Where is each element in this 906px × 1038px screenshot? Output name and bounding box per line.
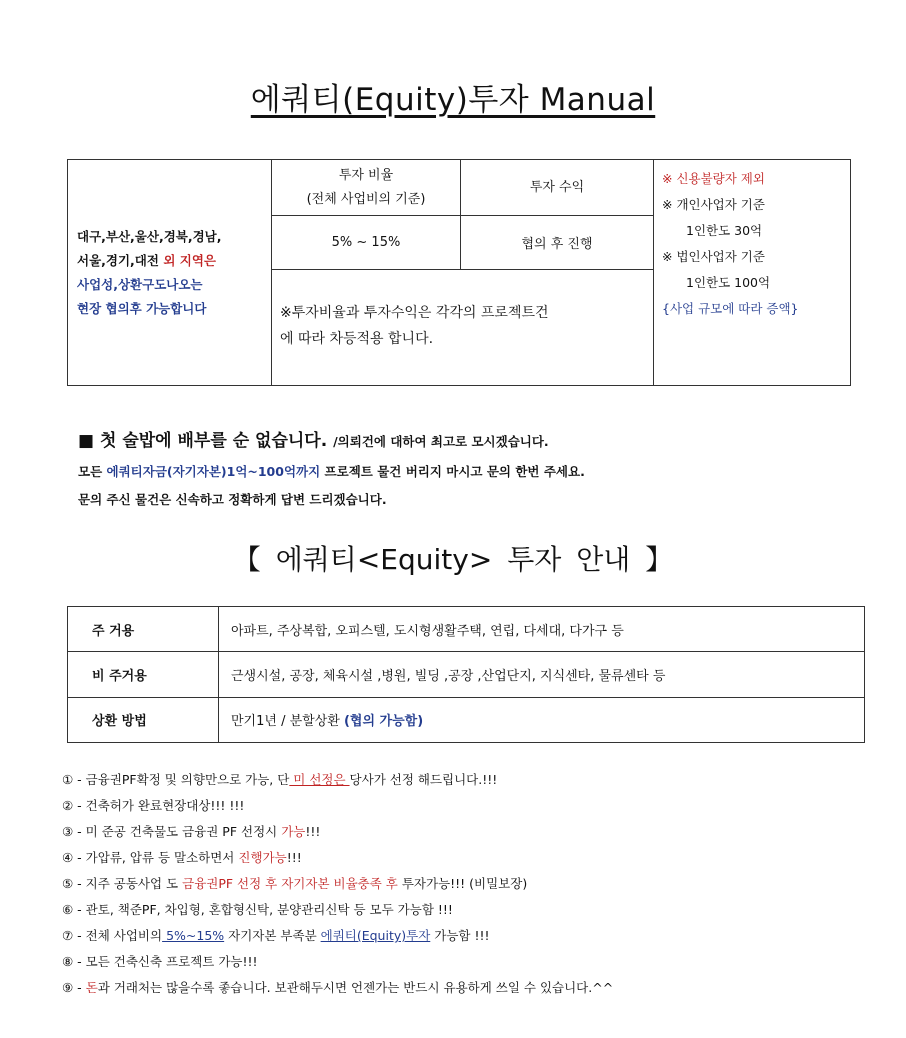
notice-line2 xyxy=(78,462,585,480)
list-item xyxy=(62,874,882,900)
item9-c: 과 거래처는 많을수록 좋습니다. 보관해두시면 언젠가는 반드시 유용하게 쓰일 수 있습니다.^^ xyxy=(97,980,614,995)
item1-a: ① - 금융권PF확정 및 의향만으로 가능, 단 xyxy=(62,772,290,787)
item3-c: !!! xyxy=(305,824,321,839)
row-text: 근생시설, 공장, 체육시설 ,병원, 빌딩 ,공장 ,산업단지, 지식센타, 물류센타 등 xyxy=(219,652,865,697)
cond-line6: {사업 규모에 따라 증액} xyxy=(662,301,799,316)
item5-a: ⑤ - 지주 공동사업 도 xyxy=(62,876,179,891)
page-title: 에쿼티(Equity)투자 Manual xyxy=(250,82,656,118)
item7-b: 5%~15% xyxy=(162,928,225,943)
notice-line3: 문의 주신 물건은 신속하고 정확하게 답변 드리겠습니다. xyxy=(78,492,387,507)
return-header: 투자 수익 xyxy=(461,160,654,216)
row-label: 비 주거용 xyxy=(68,652,219,697)
row-text-extra: (협의 가능함) xyxy=(343,714,424,730)
item4-c: !!! xyxy=(286,850,302,865)
conditions-list xyxy=(62,770,882,1004)
row-label: 주 거용 xyxy=(68,607,219,652)
item5-c: 투자가능!!! (비밀보장) xyxy=(401,876,528,891)
list-item xyxy=(62,926,882,952)
region-text-d: 사업성,상환구도나오는 xyxy=(77,276,203,292)
table-row xyxy=(68,697,865,742)
item5-b: 금융권PF 선정 후 자기자본 비율충족 후 xyxy=(182,876,398,891)
region-text-b: 서울,경기,대전 xyxy=(77,252,159,268)
list-item: ⑧ - 모든 건축신축 프로젝트 가능!!! xyxy=(62,954,258,969)
region-text-c: 외 지역은 xyxy=(163,252,216,268)
item9-b: 돈 xyxy=(85,980,98,995)
row-text: 아파트, 주상복합, 오피스텔, 도시형생활주택, 연립, 다세대, 다가구 등 xyxy=(219,607,865,652)
row-label: 상환 방법 xyxy=(68,697,219,742)
ratio-header-line1: 투자 비율 xyxy=(338,167,394,183)
square-bullet: ■ xyxy=(78,431,95,451)
ratio-header xyxy=(272,160,461,216)
conditions-cell xyxy=(654,160,851,386)
row-text-cell xyxy=(219,697,865,742)
region-text-a: 대구,부산,울산,경북,경남, xyxy=(77,228,222,244)
note-cell xyxy=(272,270,654,386)
item3-a: ③ - 미 준공 건축물도 금융권 PF 선정시 xyxy=(62,824,278,839)
ratio-header-line2: (전체 사업비의 기준) xyxy=(306,191,426,207)
notice-line1-small: /의뢰건에 대하여 최고로 모시겠습니다. xyxy=(333,434,549,449)
note-line1: ※투자비율과 투자수익은 각각의 프로젝트건 xyxy=(280,304,549,321)
item4-b: 진행가능 xyxy=(238,850,287,865)
notice-line1 xyxy=(78,426,549,451)
note-line2: 에 따라 차등적용 합니다. xyxy=(280,330,434,347)
table-row xyxy=(68,607,865,652)
section-subtitle: 【 에쿼티<Equity> 투자 안내 】 xyxy=(232,543,674,576)
row-text: 만기1년 / 분할상환 xyxy=(231,714,340,730)
list-item: ② - 건축허가 완료현장대상!!! !!! xyxy=(62,798,245,813)
ratio-value: 5% ~ 15% xyxy=(272,216,461,270)
list-item: ⑥ - 관토, 책준PF, 차입형, 혼합형신탁, 분양관리신탁 등 모두 가능함 !!! xyxy=(62,902,453,917)
notice-line2-c: 프로젝트 물건 버리지 마시고 문의 한번 주세요. xyxy=(324,464,585,479)
cond-line2: ※ 개인사업자 기준 xyxy=(662,197,765,212)
notice-line1-big: 첫 술밥에 배부를 순 없습니다. xyxy=(99,431,328,451)
cond-line3: 1인한도 30억 xyxy=(686,223,763,238)
notice-line2-b: 에쿼티자금(자기자본)1억~100억까지 xyxy=(106,464,321,479)
list-item xyxy=(62,770,882,796)
item3-b: 가능 xyxy=(281,824,306,839)
item9-a: ⑨ - xyxy=(62,980,82,995)
notice-line2-a: 모든 xyxy=(78,464,103,479)
investment-ratio-table xyxy=(67,159,851,386)
cond-line5: 1인한도 100억 xyxy=(686,275,771,290)
item1-b: 미 선정은 xyxy=(289,772,350,787)
region-text-e: 현장 협의후 가능합니다 xyxy=(77,300,207,316)
list-item xyxy=(62,822,882,848)
table-row xyxy=(68,652,865,697)
cond-line4: ※ 법인사업자 기준 xyxy=(662,249,765,264)
investment-guide-table xyxy=(67,606,865,743)
item4-a: ④ - 가압류, 압류 등 말소하면서 xyxy=(62,850,235,865)
item7-d: 에쿼티(Equity)투자 xyxy=(320,928,431,943)
item7-c: 자기자본 부족분 xyxy=(228,928,317,943)
item7-e: 가능함 !!! xyxy=(434,928,490,943)
item1-c: 당사가 선정 해드립니다.!!! xyxy=(349,772,498,787)
list-item xyxy=(62,978,882,1004)
return-value: 협의 후 진행 xyxy=(461,216,654,270)
list-item xyxy=(62,848,882,874)
cond-line1: ※ 신용불량자 제외 xyxy=(662,171,765,186)
item7-a: ⑦ - 전체 사업비의 xyxy=(62,928,163,943)
region-cell xyxy=(68,160,272,386)
